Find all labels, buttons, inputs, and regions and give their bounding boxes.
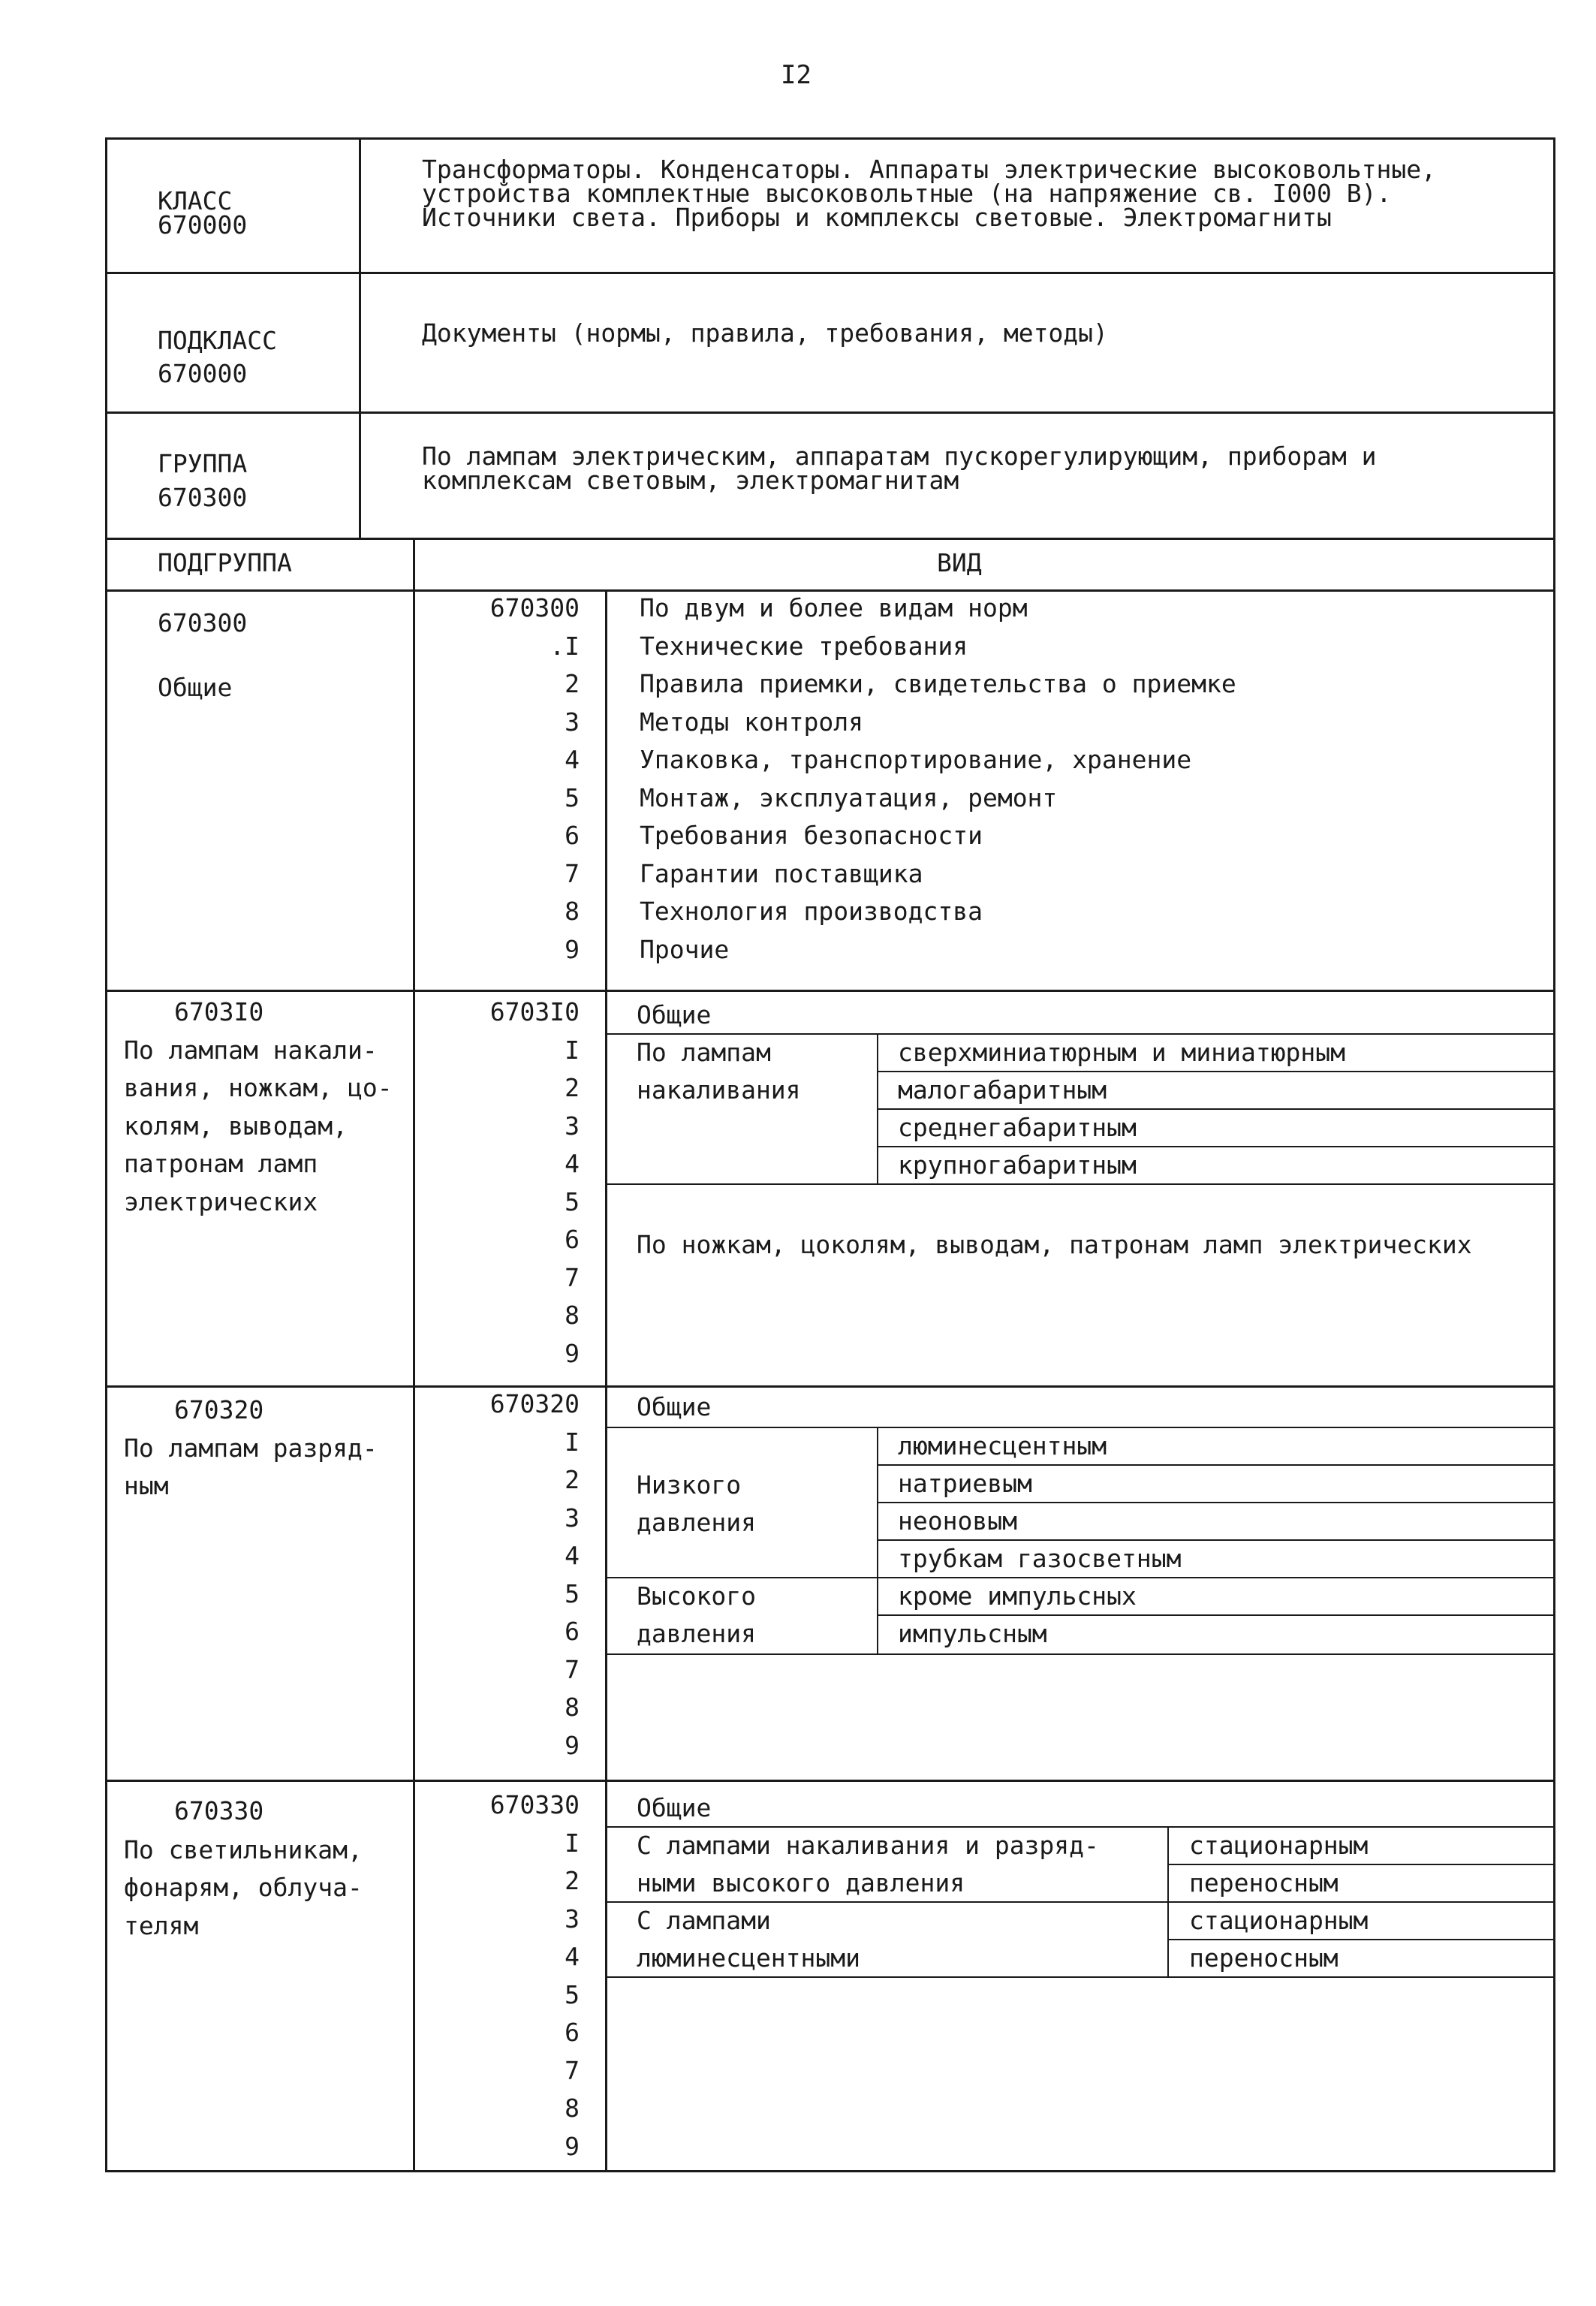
s2-line-general [605,1033,1553,1035]
divider-podklass [105,411,1555,414]
s4-code-2: 2 [565,1866,580,1895]
klass-label: КЛАСС [158,186,233,216]
s1-item-8: Технология производства [640,897,983,926]
s2-code-6: 6 [565,1225,580,1254]
s3-code-2: 2 [565,1465,580,1494]
s2-group-label-2: накаливания [637,1075,801,1105]
s3-code-5: 5 [565,1579,580,1608]
s2-code-3: 3 [565,1111,580,1141]
s2-line-2 [877,1108,1553,1110]
s3-high-label-2: давления [637,1619,756,1648]
s4-code-7: 7 [565,2056,580,2085]
s2-sub-item-0: сверхминиатюрным и миниатюрным [898,1038,1346,1067]
s3-code-7: 7 [565,1655,580,1684]
s2-general: Общие [637,1000,712,1029]
s1-item-0: По двум и более видам норм [640,593,1028,622]
s3-code-9: 9 [565,1731,580,1760]
s1-item-1: Технические требования [640,632,968,661]
s3-low-item-3: трубкам газосветным [898,1544,1182,1573]
podklass-code: 670000 [158,359,248,388]
s4-line-4 [605,1976,1553,1978]
s3-low-item-2: неоновым [898,1506,1017,1536]
s4-code-4: 4 [565,1942,580,1971]
header-vid: ВИД [937,548,982,577]
top-border [105,137,1555,140]
section-4-name-2: фонарям, облуча- [124,1873,363,1902]
top-block-column-divider [359,137,361,538]
s4-code-1: I [565,1828,580,1858]
section-1-code: 670300 [158,608,248,638]
s4-code-6: 6 [565,2018,580,2047]
s1-code-4: 4 [565,745,580,774]
bottom-border [105,2170,1555,2172]
klass-line-1: Трансформаторы. Конденсаторы. Аппараты электрические высоковольтные, [422,155,1437,184]
s3-code-8: 8 [565,1693,580,1722]
s3-low-label-1: Низкого [637,1470,742,1500]
s1-code-6: 6 [565,821,580,850]
s4-line-general [605,1826,1553,1828]
s2-line-1 [877,1071,1553,1072]
column-divider-codes [605,589,607,2172]
s4-code-8: 8 [565,2093,580,2123]
s2-code-4: 4 [565,1149,580,1178]
klass-line-3: Источники света. Приборы и комплексы световые. Электромагниты [422,203,1332,232]
divider-header [105,589,1555,592]
s3-high-item-0: кроме импульсных [898,1581,1137,1611]
page-number: I2 [781,60,812,90]
gruppa-label: ГРУППА [158,449,248,478]
s4-code-3: 3 [565,1904,580,1934]
s2-code-8: 8 [565,1301,580,1330]
s2-sub-item-3: крупногабаритным [898,1150,1137,1180]
s2-extra: По ножкам, цоколям, выводам, патронам ламп электрических [637,1230,1472,1259]
s2-group-label-1: По лампам [637,1038,771,1067]
section-divider-2 [105,1385,1555,1388]
s2-line-4 [605,1183,1553,1185]
s1-code-9: 9 [565,935,580,964]
section-2-name-3: колям, выводам, [124,1111,348,1141]
s3-line-1 [877,1464,1553,1466]
s4-line-1 [1167,1864,1553,1865]
s2-code-2: 2 [565,1073,580,1102]
klass-code: 670000 [158,210,248,240]
gruppa-code: 670300 [158,483,248,512]
s4-group2-label-2: люминесцентными [637,1943,861,1973]
s2-code-9: 9 [565,1339,580,1368]
s2-code-5: 5 [565,1187,580,1216]
s4-group2-item-0: стационарным [1189,1906,1369,1935]
s1-code-3: 3 [565,707,580,737]
s1-item-3: Методы контроля [640,707,864,737]
section-4-name-3: телям [124,1911,199,1940]
podklass-label: ПОДКЛАСС [158,326,277,355]
section-4-name-1: По светильникам, [124,1835,363,1864]
s1-item-5: Монтаж, эксплуатация, ремонт [640,783,1058,812]
s4-line-2 [605,1901,1553,1903]
section-divider-1 [105,990,1555,992]
s2-sub-item-1: малогабаритным [898,1075,1107,1105]
s1-code-2: 2 [565,669,580,698]
section-2-name-2: вания, ножкам, цо- [124,1073,393,1102]
s4-code-5: 5 [565,1980,580,2009]
s4-line-3 [1167,1939,1553,1940]
klass-line-2: устройства комплектные высоковольтные (на напряжение св. I000 В). [422,179,1392,208]
s1-item-9: Прочие [640,935,730,964]
section-3-code: 670320 [174,1395,264,1424]
s1-code-0: 670300 [489,593,580,622]
s4-group1-label-1: С лампами накаливания и разряд- [637,1831,1099,1860]
s2-code-0: 6703I0 [489,997,580,1026]
s4-group2-label-1: С лампами [637,1906,771,1935]
s4-group1-item-0: стационарным [1189,1831,1369,1860]
s2-line-3 [877,1146,1553,1147]
section-2-name-1: По лампам накали- [124,1035,378,1065]
divider-klass [105,272,1555,274]
s3-low-label-2: давления [637,1508,756,1537]
podklass-text: Документы (нормы, правила, требования, методы) [422,318,1108,348]
section-3-name-2: ным [124,1471,169,1500]
s3-high-label-1: Высокого [637,1581,756,1611]
s3-code-0: 670320 [489,1389,580,1418]
s1-code-8: 8 [565,897,580,926]
s4-general: Общие [637,1793,712,1822]
s4-group1-item-1: переносным [1189,1868,1339,1898]
s4-code-0: 670330 [489,1790,580,1819]
s3-general: Общие [637,1392,712,1421]
s2-sub-item-2: среднегабаритным [898,1113,1137,1142]
section-2-name-5: электрических [124,1187,318,1216]
divider-gruppa [105,538,1555,540]
gruppa-line-1: По лампам электрическим, аппаратам пускорегулирующим, приборам и [422,442,1377,471]
column-divider-podgruppa [413,538,415,2172]
s1-code-7: 7 [565,859,580,888]
section-1-name: Общие [158,673,233,702]
s3-code-4: 4 [565,1541,580,1570]
s3-code-6: 6 [565,1617,580,1646]
header-podgruppa: ПОДГРУППА [158,548,292,577]
s3-low-item-0: люминесцентным [898,1431,1107,1460]
section-4-code: 670330 [174,1796,264,1825]
section-2-name-4: патронам ламп [124,1149,318,1178]
s4-code-9: 9 [565,2132,580,2161]
s1-item-6: Требования безопасности [640,821,983,850]
s3-line-general [605,1427,1553,1428]
right-border [1553,137,1555,2172]
s1-item-7: Гарантии поставщика [640,859,923,888]
s3-line-4 [605,1577,1553,1578]
section-3-name-1: По лампам разряд- [124,1433,378,1463]
s3-code-1: I [565,1427,580,1457]
gruppa-line-2: комплексам световым, электромагнитам [422,466,959,495]
s2-code-1: I [565,1035,580,1065]
s1-item-4: Упаковка, транспортирование, хранение [640,745,1192,774]
s2-code-7: 7 [565,1263,580,1292]
section-divider-3 [105,1780,1555,1782]
s3-line-2 [877,1502,1553,1503]
s3-low-item-1: натриевым [898,1469,1032,1498]
s4-group2-item-1: переносным [1189,1943,1339,1973]
section-2-code: 6703I0 [174,997,264,1026]
s3-high-item-1: импульсным [898,1619,1047,1648]
left-border [105,137,107,2172]
s4-group1-label-2: ными высокого давления [637,1868,965,1898]
s3-code-3: 3 [565,1503,580,1533]
s3-line-3 [877,1539,1553,1541]
s1-code-1: .I [550,632,580,661]
s3-line-5 [877,1614,1553,1616]
s3-line-6 [605,1653,1553,1655]
s3-subdivider [877,1427,878,1655]
s1-item-2: Правила приемки, свидетельства о приемке [640,669,1236,698]
s1-code-5: 5 [565,783,580,812]
